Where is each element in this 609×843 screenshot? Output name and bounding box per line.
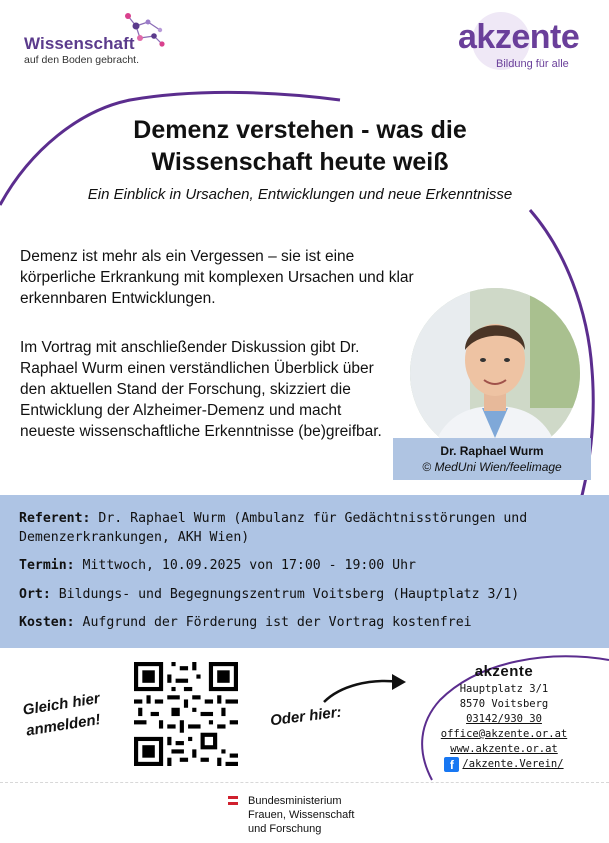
contact-facebook-link[interactable] [444,757,563,772]
info-termin-label: Termin: [19,558,75,573]
speaker-portrait [410,288,580,458]
contact-web-link[interactable]: www.akzente.or.at [450,743,558,755]
info-referent [19,509,594,547]
register-here-text [21,684,126,741]
footer-divider [0,782,609,783]
info-termin [19,556,594,575]
contact-street: Hauptplatz 3/1 [459,683,549,695]
event-info-band [0,495,609,648]
photo-caption-name: Dr. Raphael Wurm [440,444,544,458]
or-here-text: Oder hier: [269,703,343,730]
facebook-icon: f [444,757,459,772]
contact-block [440,662,568,774]
arrow-icon [320,668,412,708]
page-title [60,114,540,178]
speaker-photo [410,288,580,458]
akzente-logo-subtitle: Bildung für alle [496,58,569,70]
description-paragraph: Im Vortrag mit anschließender Diskussion gibt Dr. Raphael Wurm einen verständlichen Überblick über den aktuellen Stand der Forschung, skizziert die Entwicklung der Alzheimer-Demenz und macht neueste wissenschaftliche Erkenntnisse (be)greifbar. [20,339,382,440]
page-title-line1: Demenz verstehen - was die [133,116,467,144]
info-referent-label: Referent: [19,511,91,526]
photo-caption-credit: © MedUni Wien/feelimage [422,460,562,474]
qr-code[interactable] [134,662,238,766]
photo-caption [393,438,591,480]
ministry-name [248,794,398,836]
ministry-line3: und Forschung [248,823,322,835]
contact-title: akzente [474,663,534,680]
contact-city: 8570 Voitsberg [459,698,549,710]
page-title-line2: Wissenschaft heute weiß [151,148,449,176]
info-kosten-label: Kosten: [19,615,75,630]
page-subtitle: Ein Einblick in Ursachen, Entwicklungen und neue Erkenntnisse [87,186,513,203]
register-here-line1: Gleich hier [21,689,101,719]
info-kosten [19,613,594,632]
contact-phone-link[interactable]: 03142/930 30 [466,713,542,725]
register-here-line2: anmelden! [24,711,102,740]
ministry-line1: Bundesministerium [248,795,342,807]
akzente-logo-title: akzente [458,18,580,56]
info-termin-value: Mittwoch, 10.09.2025 von 17:00 - 19:00 Uhr [82,558,416,573]
intro-paragraph: Demenz ist mehr als ein Vergessen – sie ist eine körperliche Erkrankung mit komplexen Ursachen und klar erkennbaren Entwicklungen. [20,248,414,307]
contact-facebook-text: /akzente.Verein/ [462,758,564,770]
contact-email-link[interactable]: office@akzente.or.at [440,728,568,740]
info-referent-value: Dr. Raphael Wurm (Ambulanz für Gedächtnisstörungen und Demenzerkrankungen, AKH Wien) [19,511,528,545]
wissenschaft-logo [24,10,184,66]
austria-flag-icon [228,796,238,805]
ministry-line2: Frauen, Wissenschaft [248,809,355,821]
info-kosten-value: Aufgrund der Förderung ist der Vortrag kostenfrei [82,615,472,630]
wissenschaft-logo-subtitle: auf den Boden gebracht. [24,54,140,66]
info-ort-label: Ort: [19,587,51,602]
wissenschaft-logo-title: Wissenschaft [24,34,135,53]
info-ort-value: Bildungs- und Begegnungszentrum Voitsberg (Hauptplatz 3/1) [58,587,520,602]
akzente-logo [458,12,598,74]
info-ort [19,585,594,604]
